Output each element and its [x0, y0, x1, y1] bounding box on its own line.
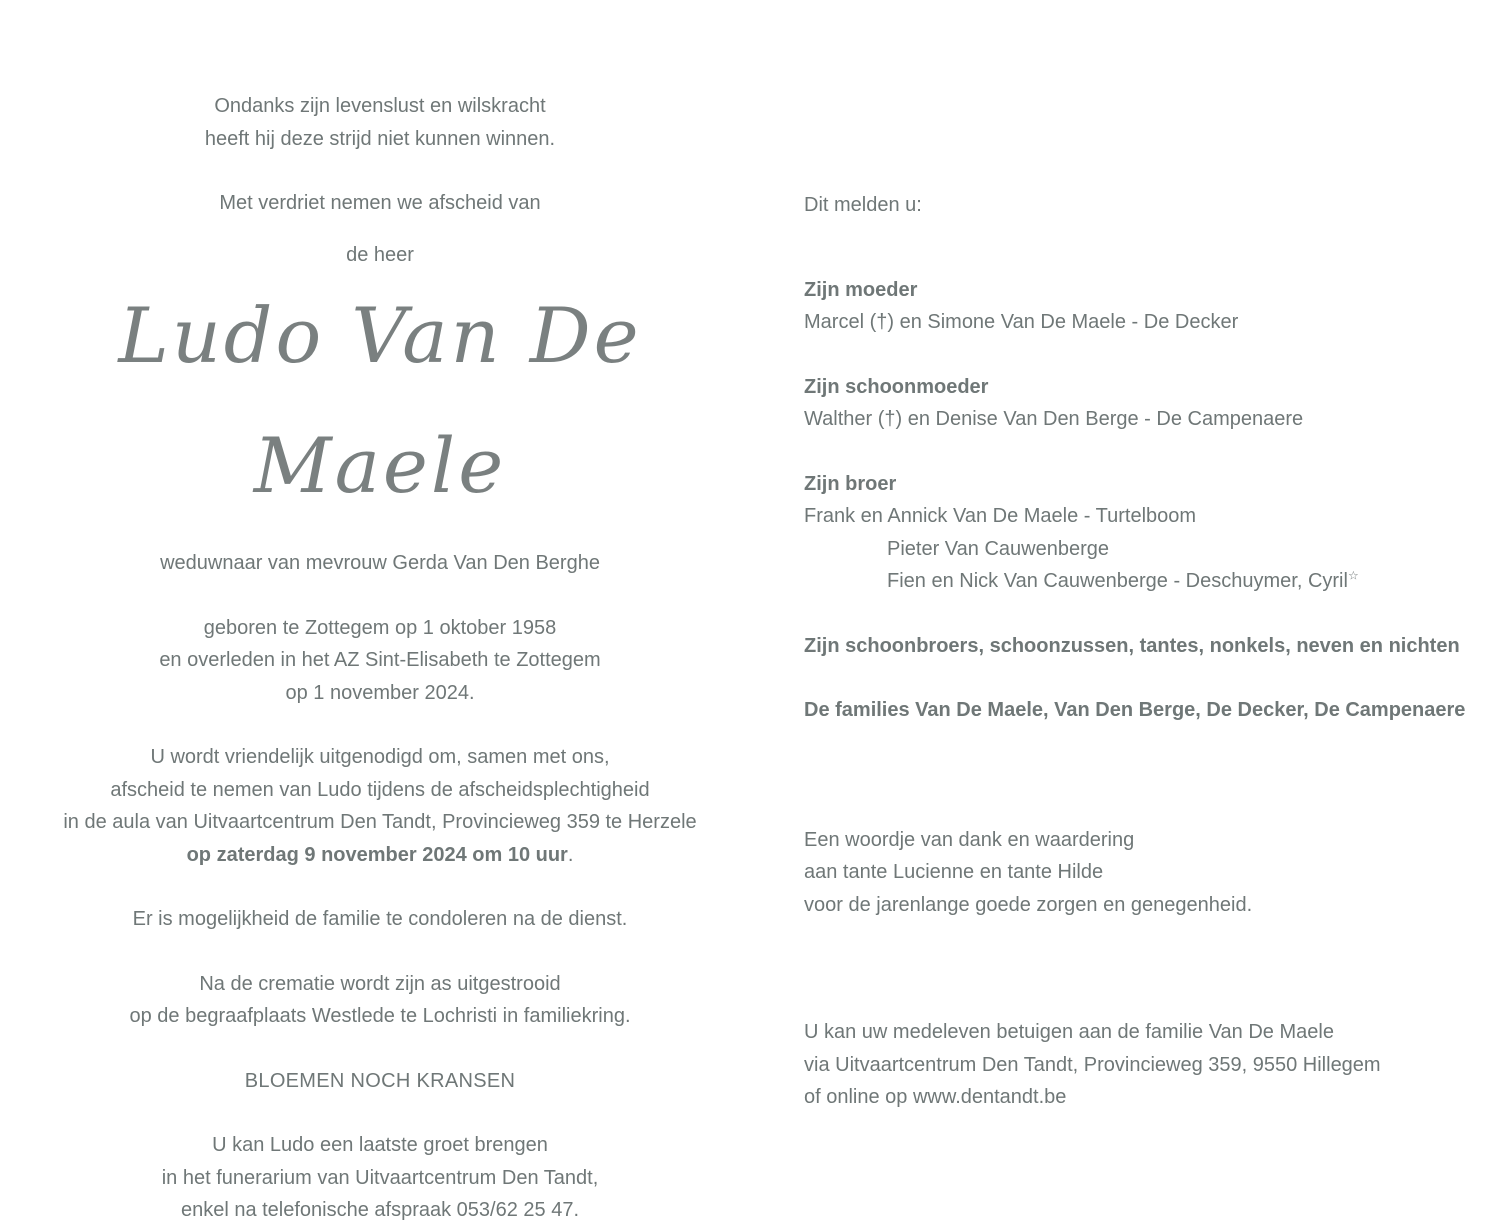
relatives-heading: Zijn schoonbroers, schoonzussen, tantes, nonkels, neven en nichten: [804, 634, 1460, 657]
farewell-text: Met verdriet nemen we afscheid van: [219, 192, 541, 214]
invite-line-3: in de aula van Uitvaartcentrum Den Tandt, Provincieweg 359 te Herzele: [63, 811, 697, 833]
cremation-line-1: Na de crematie wordt zijn as uitgestrooid: [199, 972, 561, 995]
visit-line-1: U kan Ludo een laatste groet brengen: [212, 1134, 548, 1156]
visit-line-3: enkel na telefonische afspraak 053/62 25 47.: [180, 1199, 580, 1221]
cremation-line-2: op de begraafplaats Westlede te Lochristi in familiekring.: [129, 1005, 631, 1027]
birth-text: geboren te Zottegem op 1 oktober 1958: [203, 616, 557, 639]
intro-line-1: Ondanks zijn levenslust en wilskracht: [214, 95, 546, 117]
death-text: en overleden in het AZ Sint-Elisabeth te Zottegem: [159, 649, 601, 671]
brother-child-1: Pieter Van Cauwenberge: [887, 537, 1109, 560]
right-column: [804, 189, 1494, 1114]
mother-names: Marcel (†) en Simone Van De Maele - De Decker: [804, 311, 1239, 333]
condolence-text: Er is mogelijkheid de familie te condoleren na de dienst.: [132, 908, 628, 930]
announce-text: Dit melden u:: [804, 194, 922, 216]
honorific: de heer: [346, 243, 414, 266]
sympathy-line-2: via Uitvaartcentrum Den Tandt, Provincieweg 359, 9550 Hillegem: [804, 1053, 1381, 1076]
sympathy-line-1: U kan uw medeleven betuigen aan de familie Van De Maele: [804, 1021, 1334, 1043]
invite-line-2: afscheid te nemen van Ludo tijdens de afscheidsplechtigheid: [110, 778, 650, 801]
mother-in-law-names: Walther (†) en Denise Van Den Berge - De Campenaere: [804, 408, 1304, 430]
death-date: op 1 november 2024.: [285, 681, 475, 704]
left-column: [30, 90, 730, 1227]
deceased-name: Ludo Van De Maele: [118, 291, 642, 510]
ceremony-date-period: .: [567, 843, 574, 866]
invite-date-line: [30, 839, 730, 872]
flowers-notice: BLOEMEN NOCH KRANSEN: [244, 1069, 516, 1092]
thanks-line-3: voor de jarenlange goede zorgen en genegenheid.: [804, 893, 1253, 916]
sympathy-line-3: of online op www.dentandt.be: [804, 1086, 1067, 1108]
brother-heading: Zijn broer: [804, 472, 897, 495]
intro-line-2: heeft hij deze strijd niet kunnen winnen.: [204, 127, 556, 150]
ceremony-date: op zaterdag 9 november 2024 om 10 uur: [186, 843, 568, 866]
brother-child-2-line: [804, 565, 1494, 598]
star-icon: ☆: [1347, 568, 1359, 583]
invite-line-1: U wordt vriendelijk uitgenodigd om, samen met ons,: [150, 746, 610, 768]
mother-heading: Zijn moeder: [804, 278, 918, 301]
brother-names: Frank en Annick Van De Maele - Turtelboom: [804, 505, 1197, 527]
brother-child-2: Fien en Nick Van Cauwenberge - Deschuymer, Cyril: [887, 570, 1348, 592]
visit-line-2: in het funerarium van Uitvaartcentrum Den Tandt,: [161, 1166, 599, 1189]
thanks-line-2: aan tante Lucienne en tante Hilde: [804, 861, 1104, 883]
mother-in-law-heading: Zijn schoonmoeder: [804, 375, 989, 398]
families-heading: De families Van De Maele, Van Den Berge, De Decker, De Campenaere: [804, 699, 1466, 721]
widower-text: weduwnaar van mevrouw Gerda Van Den Berghe: [160, 552, 600, 574]
thanks-line-1: Een woordje van dank en waardering: [804, 828, 1135, 851]
